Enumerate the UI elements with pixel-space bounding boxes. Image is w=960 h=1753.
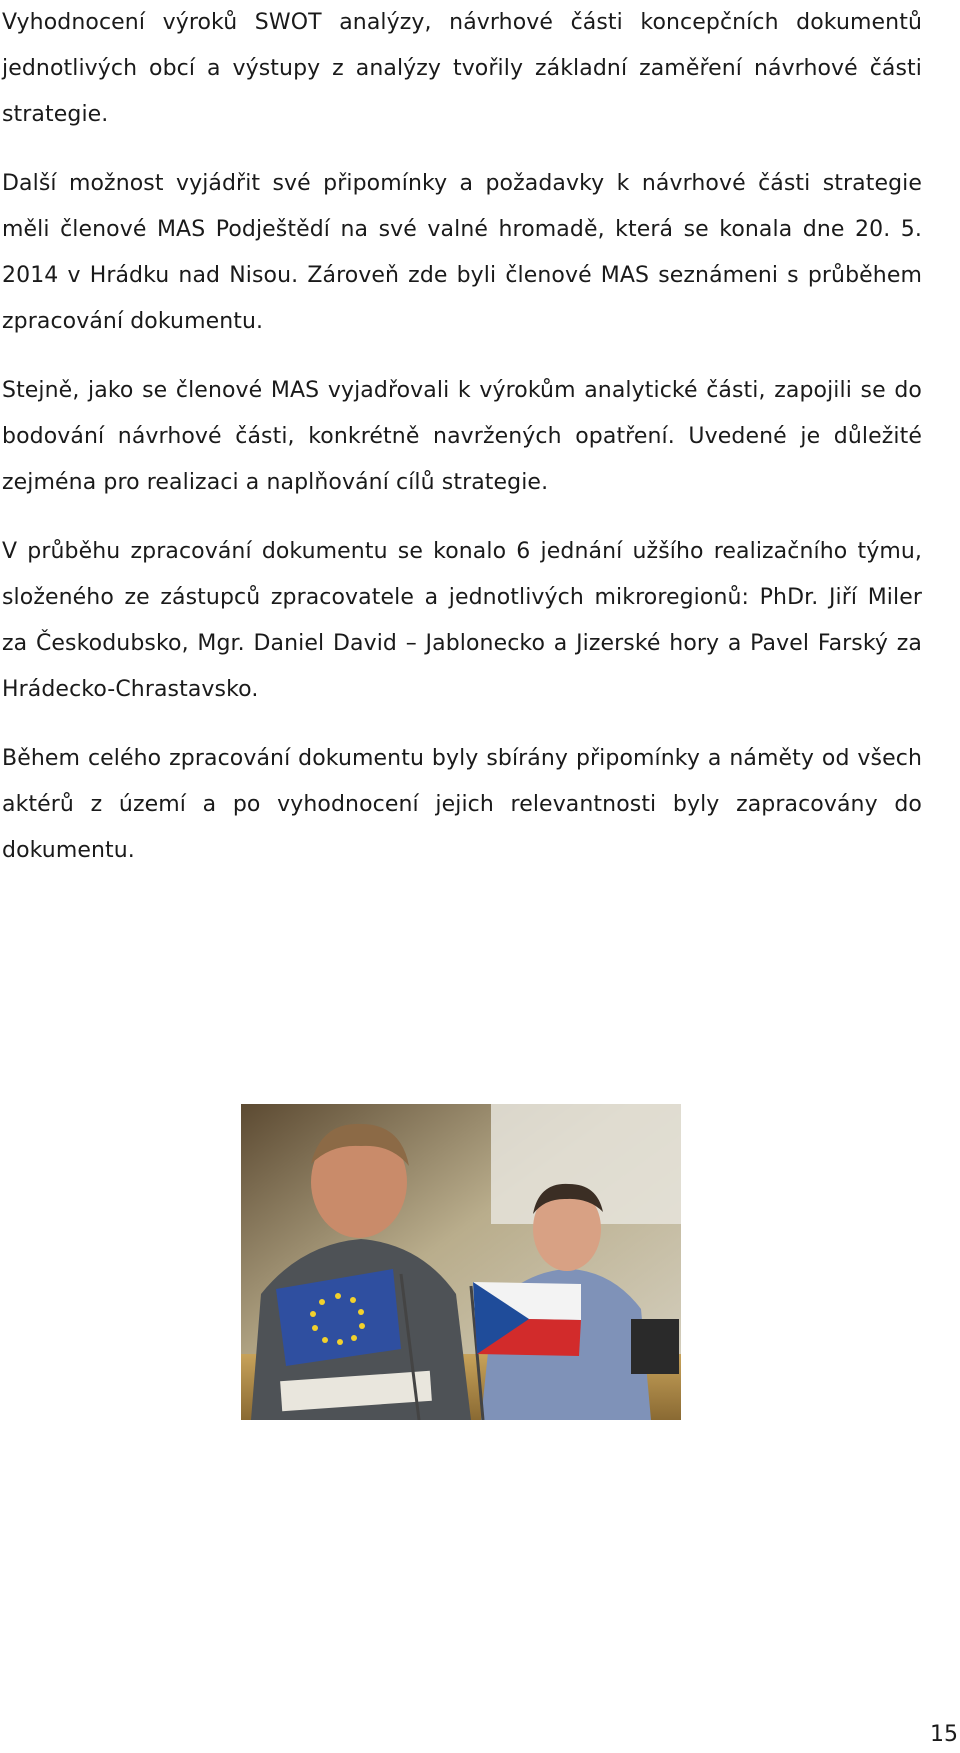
page-number: 15 [930, 1722, 958, 1747]
body-text [2, 0, 922, 897]
paragraph-general-assembly: Další možnost vyjádřit své připomínky a požadavky k návrhové části strategie měli členové MAS Podještědí na své valné hromadě, která se konala dne 20. 5. 2014 v Hrádku nad Nisou. Zároveň zde byli členové MAS seznámeni s průběhem zpracování dokumentu. [2, 171, 922, 334]
meeting-photo [241, 1104, 681, 1420]
paragraph-working-team: V průběhu zpracování dokumentu se konalo 6 jednání užšího realizačního týmu, složeného ze zástupců zpracovatele a jednotlivých mikroregionů: PhDr. Jiří Miler za Českodubsko, Mgr. Daniel David – Jablonecko a Jizerské hory a Pavel Farský za Hrádecko-Chrastavsko. [2, 539, 922, 702]
paragraph-scoring: Stejně, jako se členové MAS vyjadřovali k výrokům analytické části, zapojili se do bodování návrhové části, konkrétně navržených opatření. Uvedené je důležité zejména pro realizaci a naplňování cílů strategie. [2, 378, 922, 495]
paragraph-swot: Vyhodnocení výroků SWOT analýzy, návrhové části koncepčních dokumentů jednotlivých obcí a výstupy z analýzy tvořily základní zaměření návrhové části strategie. [2, 10, 922, 127]
paragraph-comments: Během celého zpracování dokumentu byly sbírány připomínky a náměty od všech aktérů z území a po vyhodnocení jejich relevantnosti byly zapracovány do dokumentu. [2, 746, 922, 863]
